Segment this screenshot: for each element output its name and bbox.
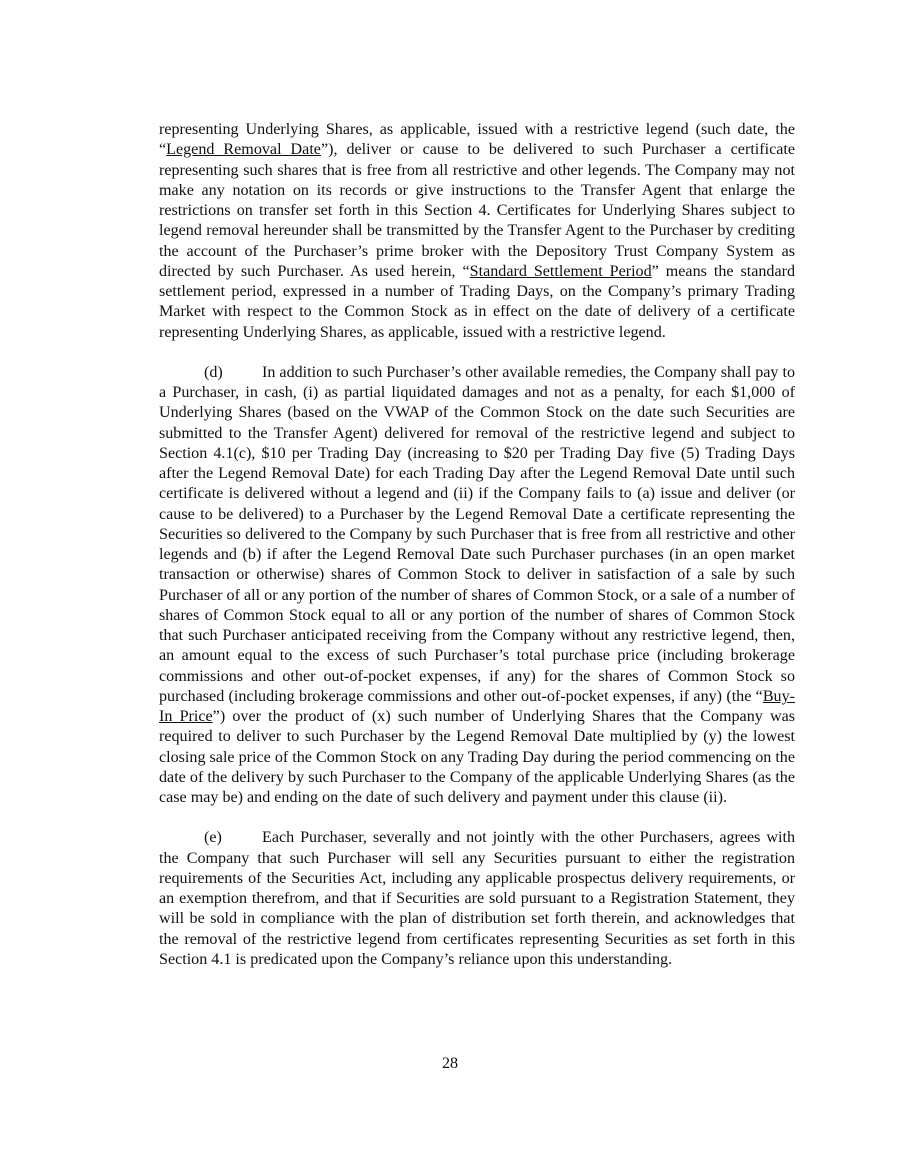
paragraph-text: In addition to such Purchaser’s other available remedies, the Company shall pay to a Purchaser, in cash, (i) as partial liquidated damages and not as a penalty, for each $1,000 of Underlying Shares (based on the VWAP of the Common Stock on the date such Securities are submitted to the Transfer Agent) delivered for removal of the restrictive legend and subject to Section 4.1(c), $10 per Trading Day (increasing to $20 per Trading Day five (5) Trading Days after the Legend Removal Date) for each Trading Day after the Legend Removal Date until such certificate is delivered without a legend and (ii) if the Company fails to (a) issue and deliver (or cause to be delivered) to a Purchaser by the Legend Removal Date a certificate representing the Securities so delivered to the Company by such Purchaser that is free from all restrictive and other legends and (b) if after the Legend Removal Date such Purchaser purchases (in an open market transaction or otherwise) shares of Common Stock to deliver in satisfaction of a sale by such Purchaser of all or any portion of the number of shares of Common Stock, or a sale of a number of shares of Common Stock equal to all or any portion of the number of shares of Common Stock that such Purchaser anticipated receiving from the Company without any restrictive legend, then, an amount equal to the excess of such Purchaser’s total purchase price (including brokerage commissions and other out-of-pocket expenses, if any) for the shares of Common Stock so purchased (including brokerage commissions and other out-of-pocket expenses, if any) (the “ bbox=[159, 363, 795, 705]
page-number: 28 bbox=[441, 1055, 459, 1072]
paragraph-c-continuation bbox=[159, 120, 795, 343]
document-page bbox=[159, 120, 795, 990]
paragraph-text: ”), deliver or cause to be delivered to such Purchaser a certificate representing such shares that is free from all restrictive and other legends. The Company may not make any notation on its records or give instructions to the Transfer Agent that enlarge the restrictions on transfer set forth in this Section 4. Certificates for Underlying Shares subject to legend removal hereunder shall be transmitted by the Transfer Agent to the Purchaser by crediting the account of the Purchaser’s prime broker with the Depository Trust Company System as directed by such Purchaser. As used herein, “ bbox=[159, 141, 795, 280]
defined-term-buy-in-price: Buy-In Price bbox=[159, 687, 795, 725]
defined-term-legend-removal-date: Legend Removal Date bbox=[166, 141, 321, 159]
section-label-d: (d) bbox=[204, 363, 223, 381]
paragraph-text: representing Underlying Shares, as applicable, issued with a restrictive legend (such date, the “ bbox=[159, 121, 795, 159]
paragraph-d bbox=[159, 363, 795, 809]
section-label-e: (e) bbox=[204, 829, 222, 847]
defined-term-standard-settlement-period: Standard Settlement Period bbox=[469, 262, 652, 280]
paragraph-text: ”) over the product of (x) such number of Underlying Shares that the Company was required to deliver to such Purchaser by the Legend Removal Date multiplied by (y) the lowest closing sale price of the Common Stock on any Trading Day during the period commencing on the date of the delivery by such Purchaser to the Company of the applicable Underlying Shares (as the case may be) and ending on the date of such delivery and payment under this clause (ii). bbox=[159, 708, 796, 806]
paragraph-e bbox=[159, 828, 795, 970]
paragraph-text: ” means the standard settlement period, expressed in a number of Trading Days, on the Company’s primary Trading Market with respect to the Common Stock as in effect on the date of delivery of a certificate representing Underlying Shares, as applicable, issued with a restrictive legend. bbox=[159, 262, 795, 341]
paragraph-text: Each Purchaser, severally and not jointly with the other Purchasers, agrees with the Company that such Purchaser will sell any Securities pursuant to either the registration requirements of the Securities Act, including any applicable prospectus delivery requirements, or an exemption therefrom, and that if Securities are sold pursuant to a Registration Statement, they will be sold in compliance with the plan of distribution set forth therein, and acknowledges that the removal of the restrictive legend from certificates representing Securities as set forth in this Section 4.1 is predicated upon the Company’s reliance upon this understanding. bbox=[159, 829, 795, 968]
